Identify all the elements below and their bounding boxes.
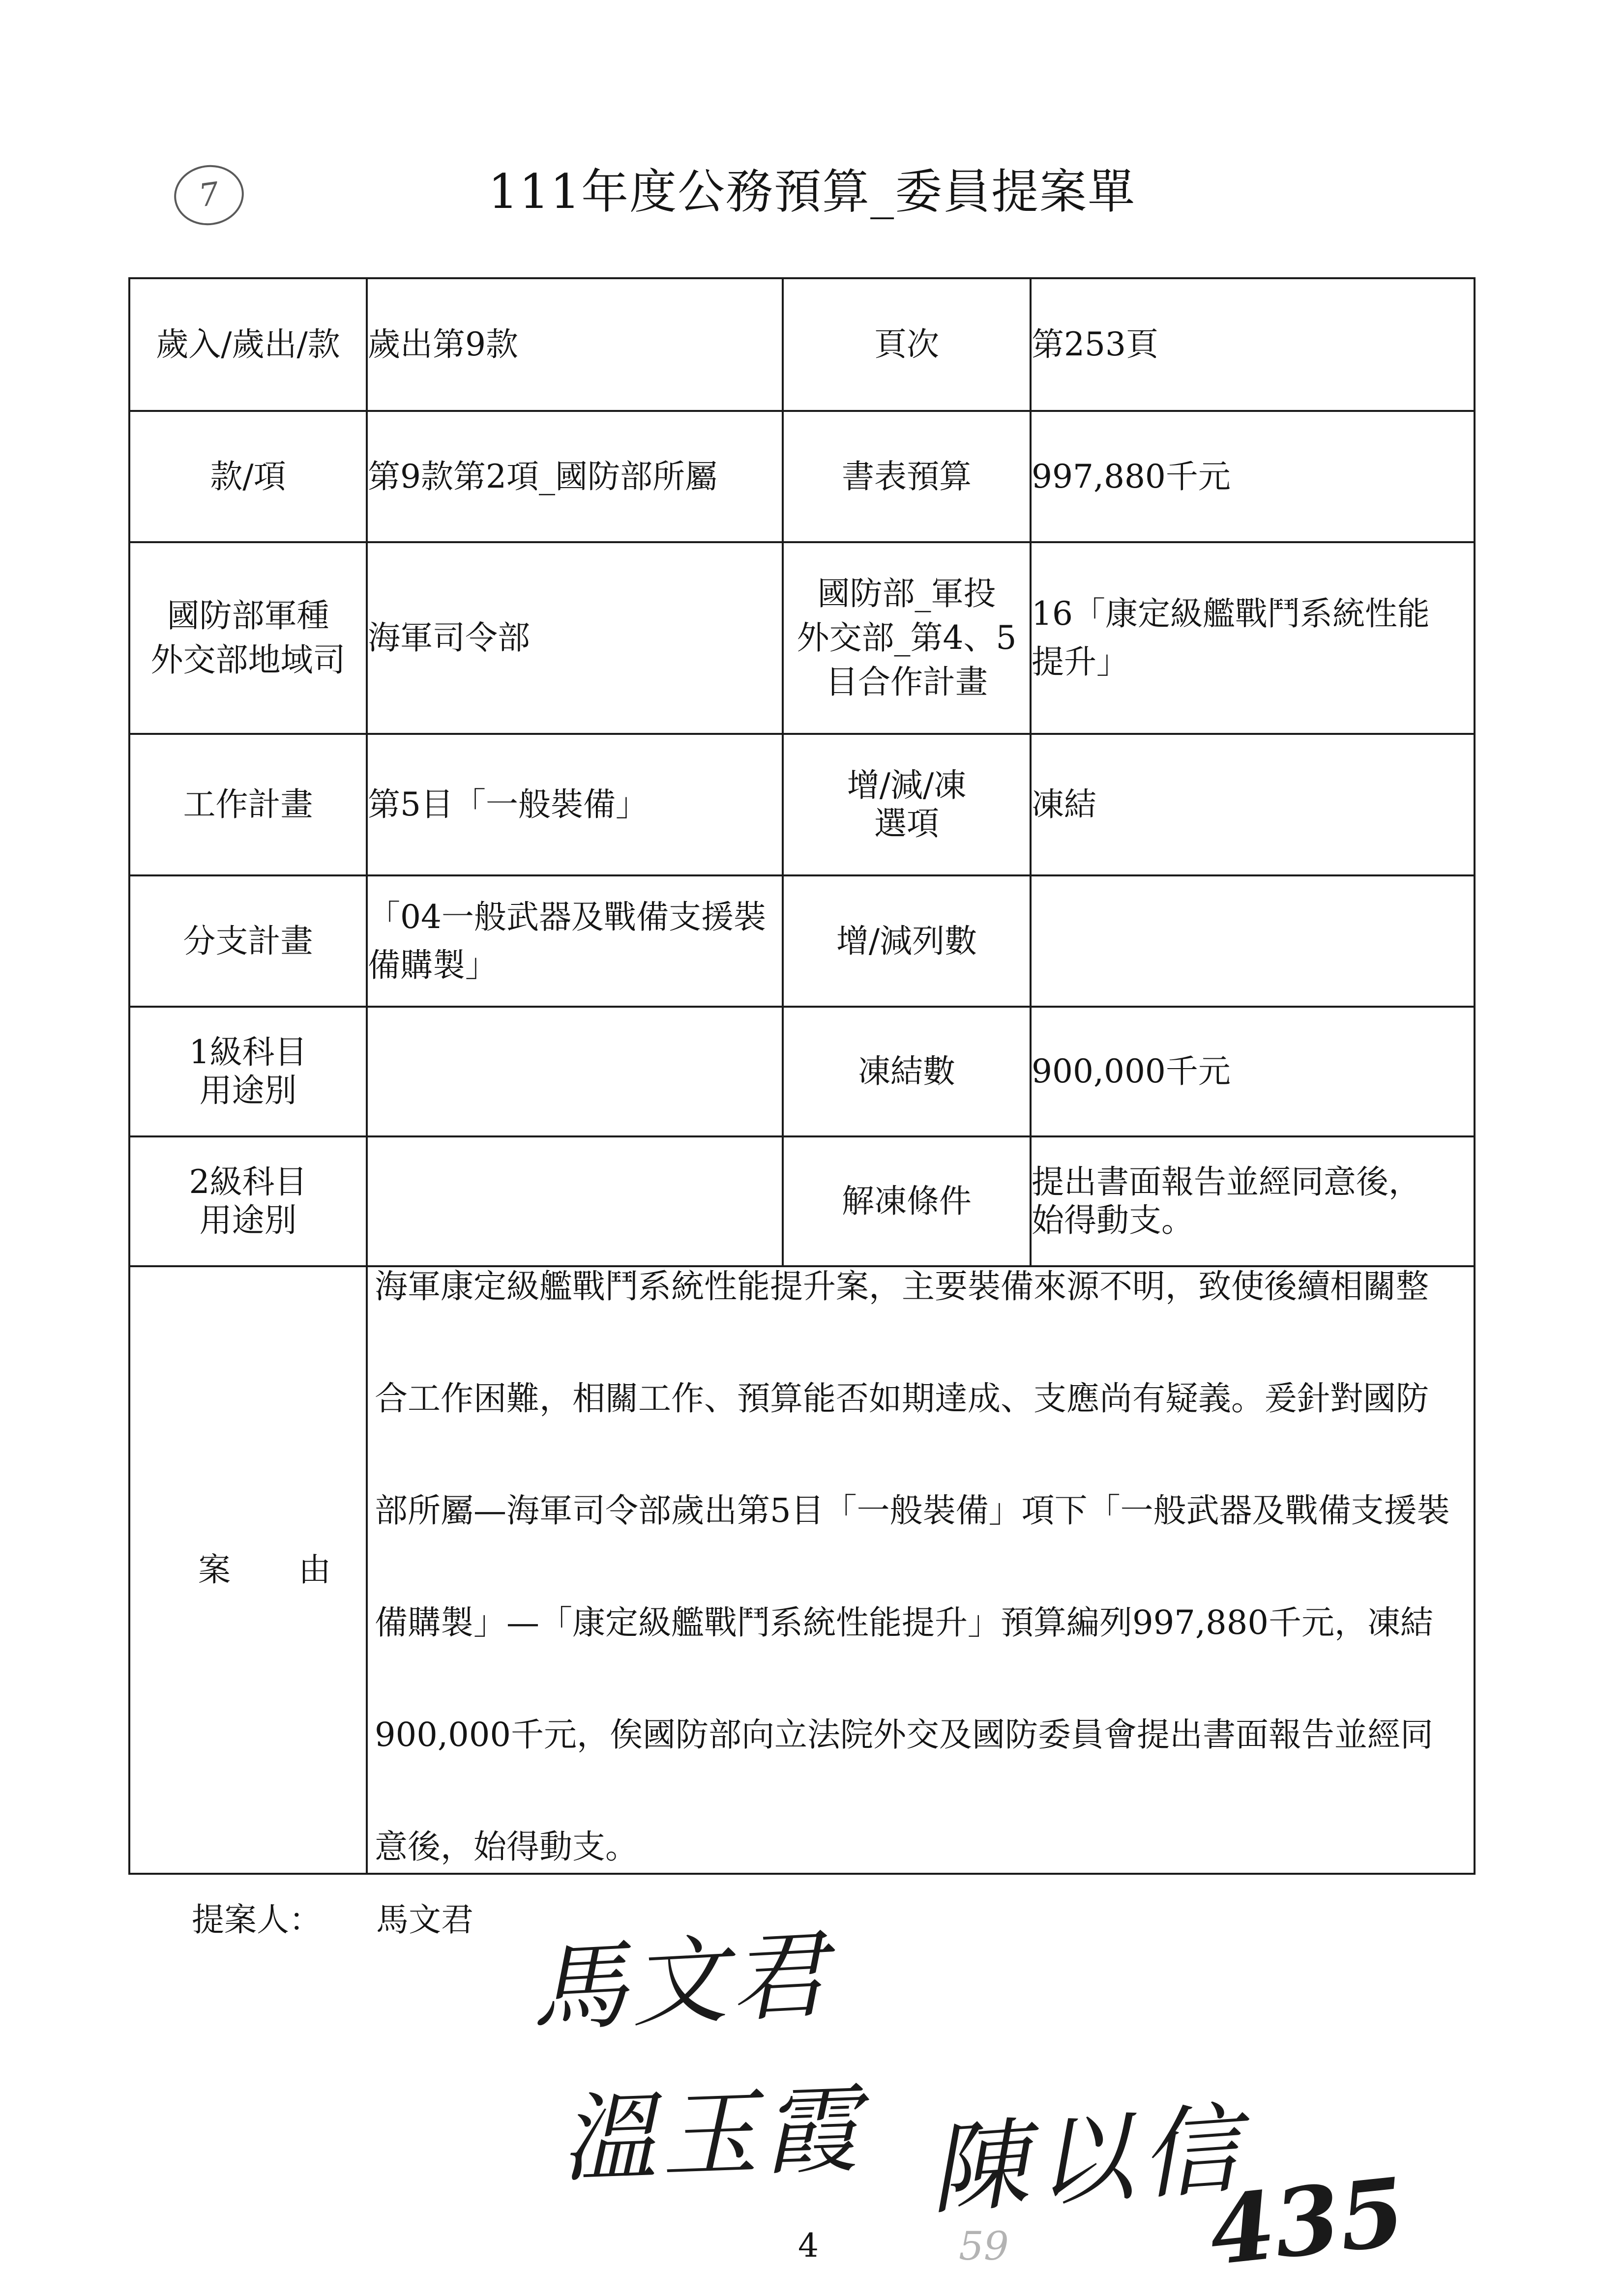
unfreeze-condition-label: 解凍條件 xyxy=(783,1136,1031,1266)
adjust-amount-label: 增/減列數 xyxy=(783,875,1031,1007)
form-row-budget-type xyxy=(129,278,1475,411)
sub-plan-value xyxy=(367,875,783,1007)
reason-text-cell xyxy=(367,1266,1475,1874)
handwritten-signature: 馬文君 xyxy=(528,1918,833,2046)
level2-label-line: 用途別 xyxy=(199,1201,297,1239)
page-ref-label: 頁次 xyxy=(783,278,1031,411)
page-number: 4 xyxy=(798,2227,819,2265)
option-value: 凍結 xyxy=(1031,734,1475,875)
section-value: 第9款第2項_國防部所屬 xyxy=(367,411,783,542)
level1-value xyxy=(367,1007,783,1136)
unit-label-line: 外交部地域司 xyxy=(150,641,346,679)
reason-line: 合工作困難，相關工作、預算能否如期達成、支應尚有疑義。爰針對國防 xyxy=(375,1379,1429,1418)
reason-line: 備購製」—「康定級艦戰鬥系統性能提升」預算編列997,880千元，凍結 xyxy=(375,1603,1434,1642)
reason-label: 案由 xyxy=(198,1551,399,1589)
reason-text-area xyxy=(368,1269,1474,1871)
sub-plan-value-line: 備購製」 xyxy=(368,946,498,984)
level1-label xyxy=(129,1007,367,1136)
document-title: 111年度公務預算_委員提案單 xyxy=(488,164,1136,219)
reason-line: 意後，始得動支。 xyxy=(375,1828,638,1866)
budget-type-value: 歲出第9款 xyxy=(367,278,783,411)
level1-label-line: 用途別 xyxy=(199,1072,297,1109)
form-row-work-plan xyxy=(129,734,1475,875)
form-row-unit xyxy=(129,542,1475,734)
level1-label-line: 1級科目 xyxy=(189,1033,307,1071)
section-label: 款/項 xyxy=(129,411,367,542)
option-label-line: 增/減/凍 xyxy=(847,766,967,804)
unfreeze-condition-line: 提出書面報告並經同意後， xyxy=(1032,1163,1421,1201)
reason-line: 部所屬—海軍司令部歲出第5目「一般裝備」項下「一般武器及戰備支援裝 xyxy=(375,1491,1450,1530)
freeze-amount-value: 900,000千元 xyxy=(1031,1007,1475,1136)
unit-value: 海軍司令部 xyxy=(367,542,783,734)
program-value xyxy=(1031,542,1475,734)
handwritten-signature: 溫玉霞 xyxy=(559,2073,865,2196)
sub-plan-label: 分支計畫 xyxy=(129,875,367,1007)
adjust-amount-value xyxy=(1031,875,1475,1007)
unfreeze-condition-line: 始得動支。 xyxy=(1032,1201,1194,1239)
program-label-line: 目合作計畫 xyxy=(826,663,988,701)
program-label-line: 外交部_第4、5 xyxy=(797,619,1017,657)
program-label-line: 國防部_軍投 xyxy=(817,575,996,612)
handwritten-signature: 陳以信 xyxy=(925,2092,1250,2229)
handwritten-number: 435 xyxy=(1204,2156,1410,2287)
proposer-label: 提案人： xyxy=(192,1901,322,1939)
form-row-sub-plan xyxy=(129,875,1475,1007)
circled-number: 7 xyxy=(196,175,222,215)
unit-label xyxy=(129,542,367,734)
form-row-section xyxy=(129,411,1475,542)
option-label xyxy=(783,734,1031,875)
page-ref-value: 第253頁 xyxy=(1031,278,1475,411)
work-plan-label: 工作計畫 xyxy=(129,734,367,875)
option-label-line: 選項 xyxy=(874,805,939,843)
program-value-line: 16「康定級艦戰鬥系統性能 xyxy=(1032,595,1430,633)
program-label xyxy=(783,542,1031,734)
freeze-amount-label: 凍結數 xyxy=(783,1007,1031,1136)
reason-line: 海軍康定級艦戰鬥系統性能提升案，主要裝備來源不明，致使後續相關整 xyxy=(375,1267,1429,1306)
form-row-reason xyxy=(129,1266,1475,1874)
statement-budget-value: 997,880千元 xyxy=(1031,411,1475,542)
form-row-level1 xyxy=(129,1007,1475,1136)
level2-label-line: 2級科目 xyxy=(189,1163,307,1201)
reason-paragraph xyxy=(375,1230,1450,1903)
sub-plan-value-line: 「04一般武器及戰備支援裝 xyxy=(368,898,766,936)
reason-line: 900,000千元，俟國防部向立法院外交及國防委員會提出書面報告並經同 xyxy=(375,1715,1434,1754)
faint-handwritten-number: 59 xyxy=(959,2223,1009,2269)
proposer-name: 馬文君 xyxy=(376,1901,473,1939)
program-value-line: 提升」 xyxy=(1032,643,1129,681)
proposal-form-table xyxy=(128,277,1476,1875)
level2-label xyxy=(129,1136,367,1266)
reason-label-cell xyxy=(129,1266,399,1874)
statement-budget-label: 書表預算 xyxy=(783,411,1031,542)
unit-label-line: 國防部軍種 xyxy=(167,597,329,635)
circled-number-mark xyxy=(170,161,248,230)
budget-type-label: 歲入/歲出/款 xyxy=(129,278,367,411)
work-plan-value: 第5目「一般裝備」 xyxy=(367,734,783,875)
